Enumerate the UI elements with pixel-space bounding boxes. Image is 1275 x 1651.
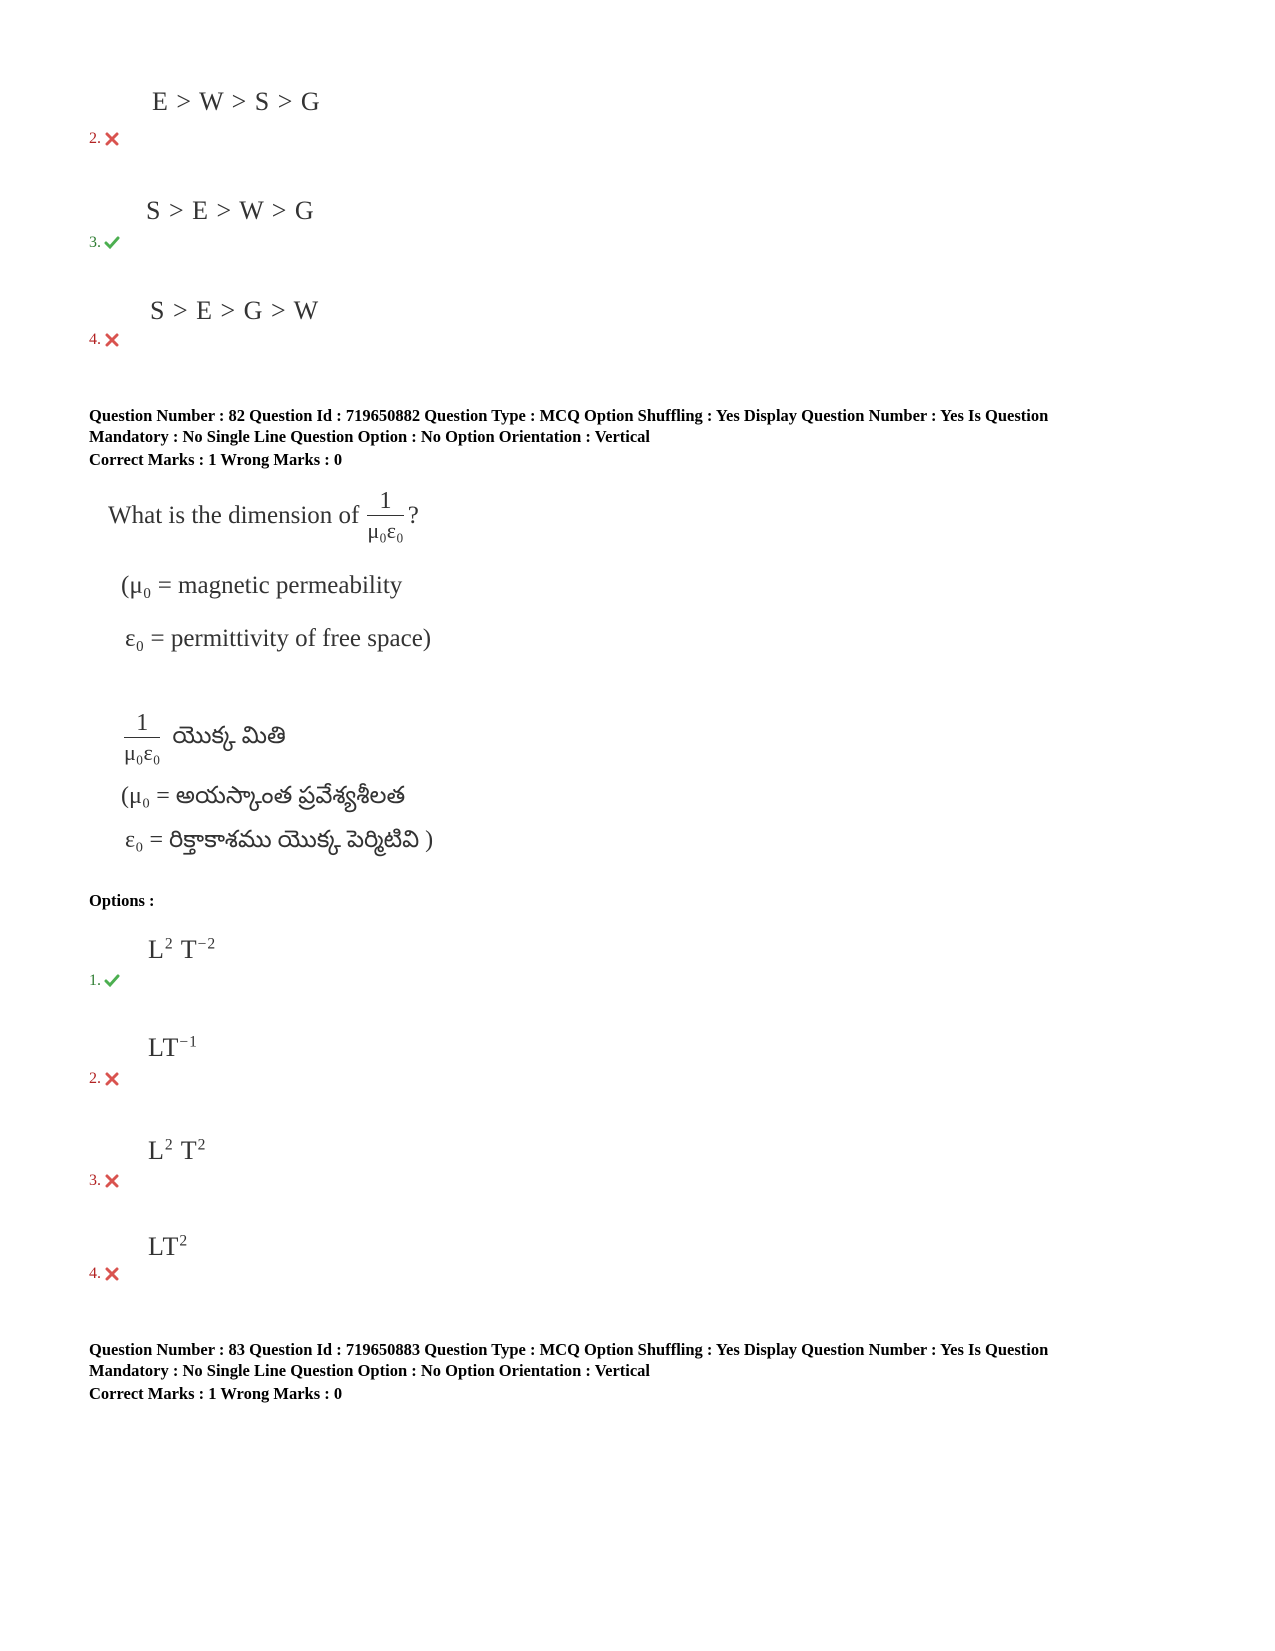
- mu-definition: (μ₀ = magnetic permeability: [121, 572, 403, 599]
- option-exponent: 2: [164, 1136, 174, 1154]
- question-prefix: What is the dimension of: [108, 502, 360, 529]
- options-label: Options :: [89, 891, 155, 910]
- question-mark: ?: [407, 502, 419, 529]
- option-exponent: −1: [179, 1033, 198, 1051]
- option-3-marker: [89, 234, 120, 252]
- fraction-numerator: 1: [379, 488, 392, 514]
- q82-option-3-expression: [148, 1136, 206, 1166]
- question-83-meta: [89, 1339, 1199, 1381]
- option-base: L: [148, 1136, 165, 1165]
- option-number: 3.: [89, 1172, 101, 1189]
- option-number: 2.: [89, 130, 101, 147]
- meta-line-1: Question Number : 83 Question Id : 719650883 Question Type : MCQ Option Shuffling : Yes Display Question Number : Yes Is Question: [89, 1340, 1049, 1359]
- epsilon-definition-te: ε₀ = రిక్తాకాశము యొక్క పెర్మిటివి ): [125, 827, 434, 853]
- option-base: LT: [148, 1232, 180, 1261]
- option-number: 3.: [89, 234, 101, 251]
- q82-option-2-expression: [148, 1033, 198, 1063]
- cross-icon: [104, 1174, 120, 1188]
- meta-line-2: Mandatory : No Single Line Question Option : No Option Orientation : Vertical: [89, 1361, 651, 1380]
- question-82-marks: Correct Marks : 1 Wrong Marks : 0: [89, 450, 343, 469]
- cross-icon: [104, 1267, 120, 1281]
- option-base: L: [148, 935, 165, 964]
- fraction-denominator: μ₀ε₀: [124, 740, 161, 765]
- epsilon-definition: ε₀ = permittivity of free space): [125, 625, 432, 652]
- check-icon: [104, 236, 120, 250]
- option-number: 1.: [89, 972, 101, 989]
- meta-line-1: Question Number : 82 Question Id : 719650882 Question Type : MCQ Option Shuffling : Yes Display Question Number : Yes Is Question: [89, 406, 1049, 425]
- cross-icon: [104, 1072, 120, 1086]
- option-exponent: 2: [164, 935, 174, 953]
- option-2-expression: E > W > S > G: [152, 87, 321, 116]
- check-icon: [104, 974, 120, 988]
- question-suffix-te: యొక్క మితి: [172, 722, 286, 749]
- fraction-denominator: μ₀ε₀: [367, 518, 404, 543]
- option-2-marker: [89, 130, 120, 148]
- q82-option-3-marker: [89, 1172, 120, 1190]
- q82-option-1-expression: [148, 935, 216, 965]
- option-number: 4.: [89, 1265, 101, 1282]
- option-exponent: 2: [179, 1232, 189, 1250]
- option-exponent: −2: [197, 935, 217, 953]
- question-82-text-te: [124, 710, 286, 766]
- option-base: T: [173, 935, 198, 964]
- question-82-meta: [89, 405, 1199, 447]
- question-82-text-en: [108, 488, 419, 544]
- q82-option-4-expression: [148, 1232, 188, 1262]
- mu-definition-te: (μ₀ = అయస్కాంత ప్రవేశ్యశీలత: [121, 783, 406, 809]
- fraction: [124, 710, 160, 766]
- option-base: T: [173, 1136, 198, 1165]
- option-exponent: 2: [197, 1136, 207, 1154]
- option-3-expression: S > E > W > G: [146, 196, 315, 225]
- option-number: 2.: [89, 1070, 101, 1087]
- option-number: 4.: [89, 331, 101, 348]
- fraction-numerator: 1: [136, 710, 149, 736]
- q82-option-1-marker: [89, 972, 120, 990]
- q82-option-2-marker: [89, 1070, 120, 1088]
- option-4-marker: [89, 331, 120, 349]
- cross-icon: [104, 132, 120, 146]
- fraction: [367, 488, 403, 544]
- option-base: LT: [148, 1033, 180, 1062]
- question-83-marks: Correct Marks : 1 Wrong Marks : 0: [89, 1384, 343, 1403]
- cross-icon: [104, 333, 120, 347]
- q82-option-4-marker: [89, 1265, 120, 1283]
- option-4-expression: S > E > G > W: [150, 296, 320, 325]
- meta-line-2: Mandatory : No Single Line Question Option : No Option Orientation : Vertical: [89, 427, 651, 446]
